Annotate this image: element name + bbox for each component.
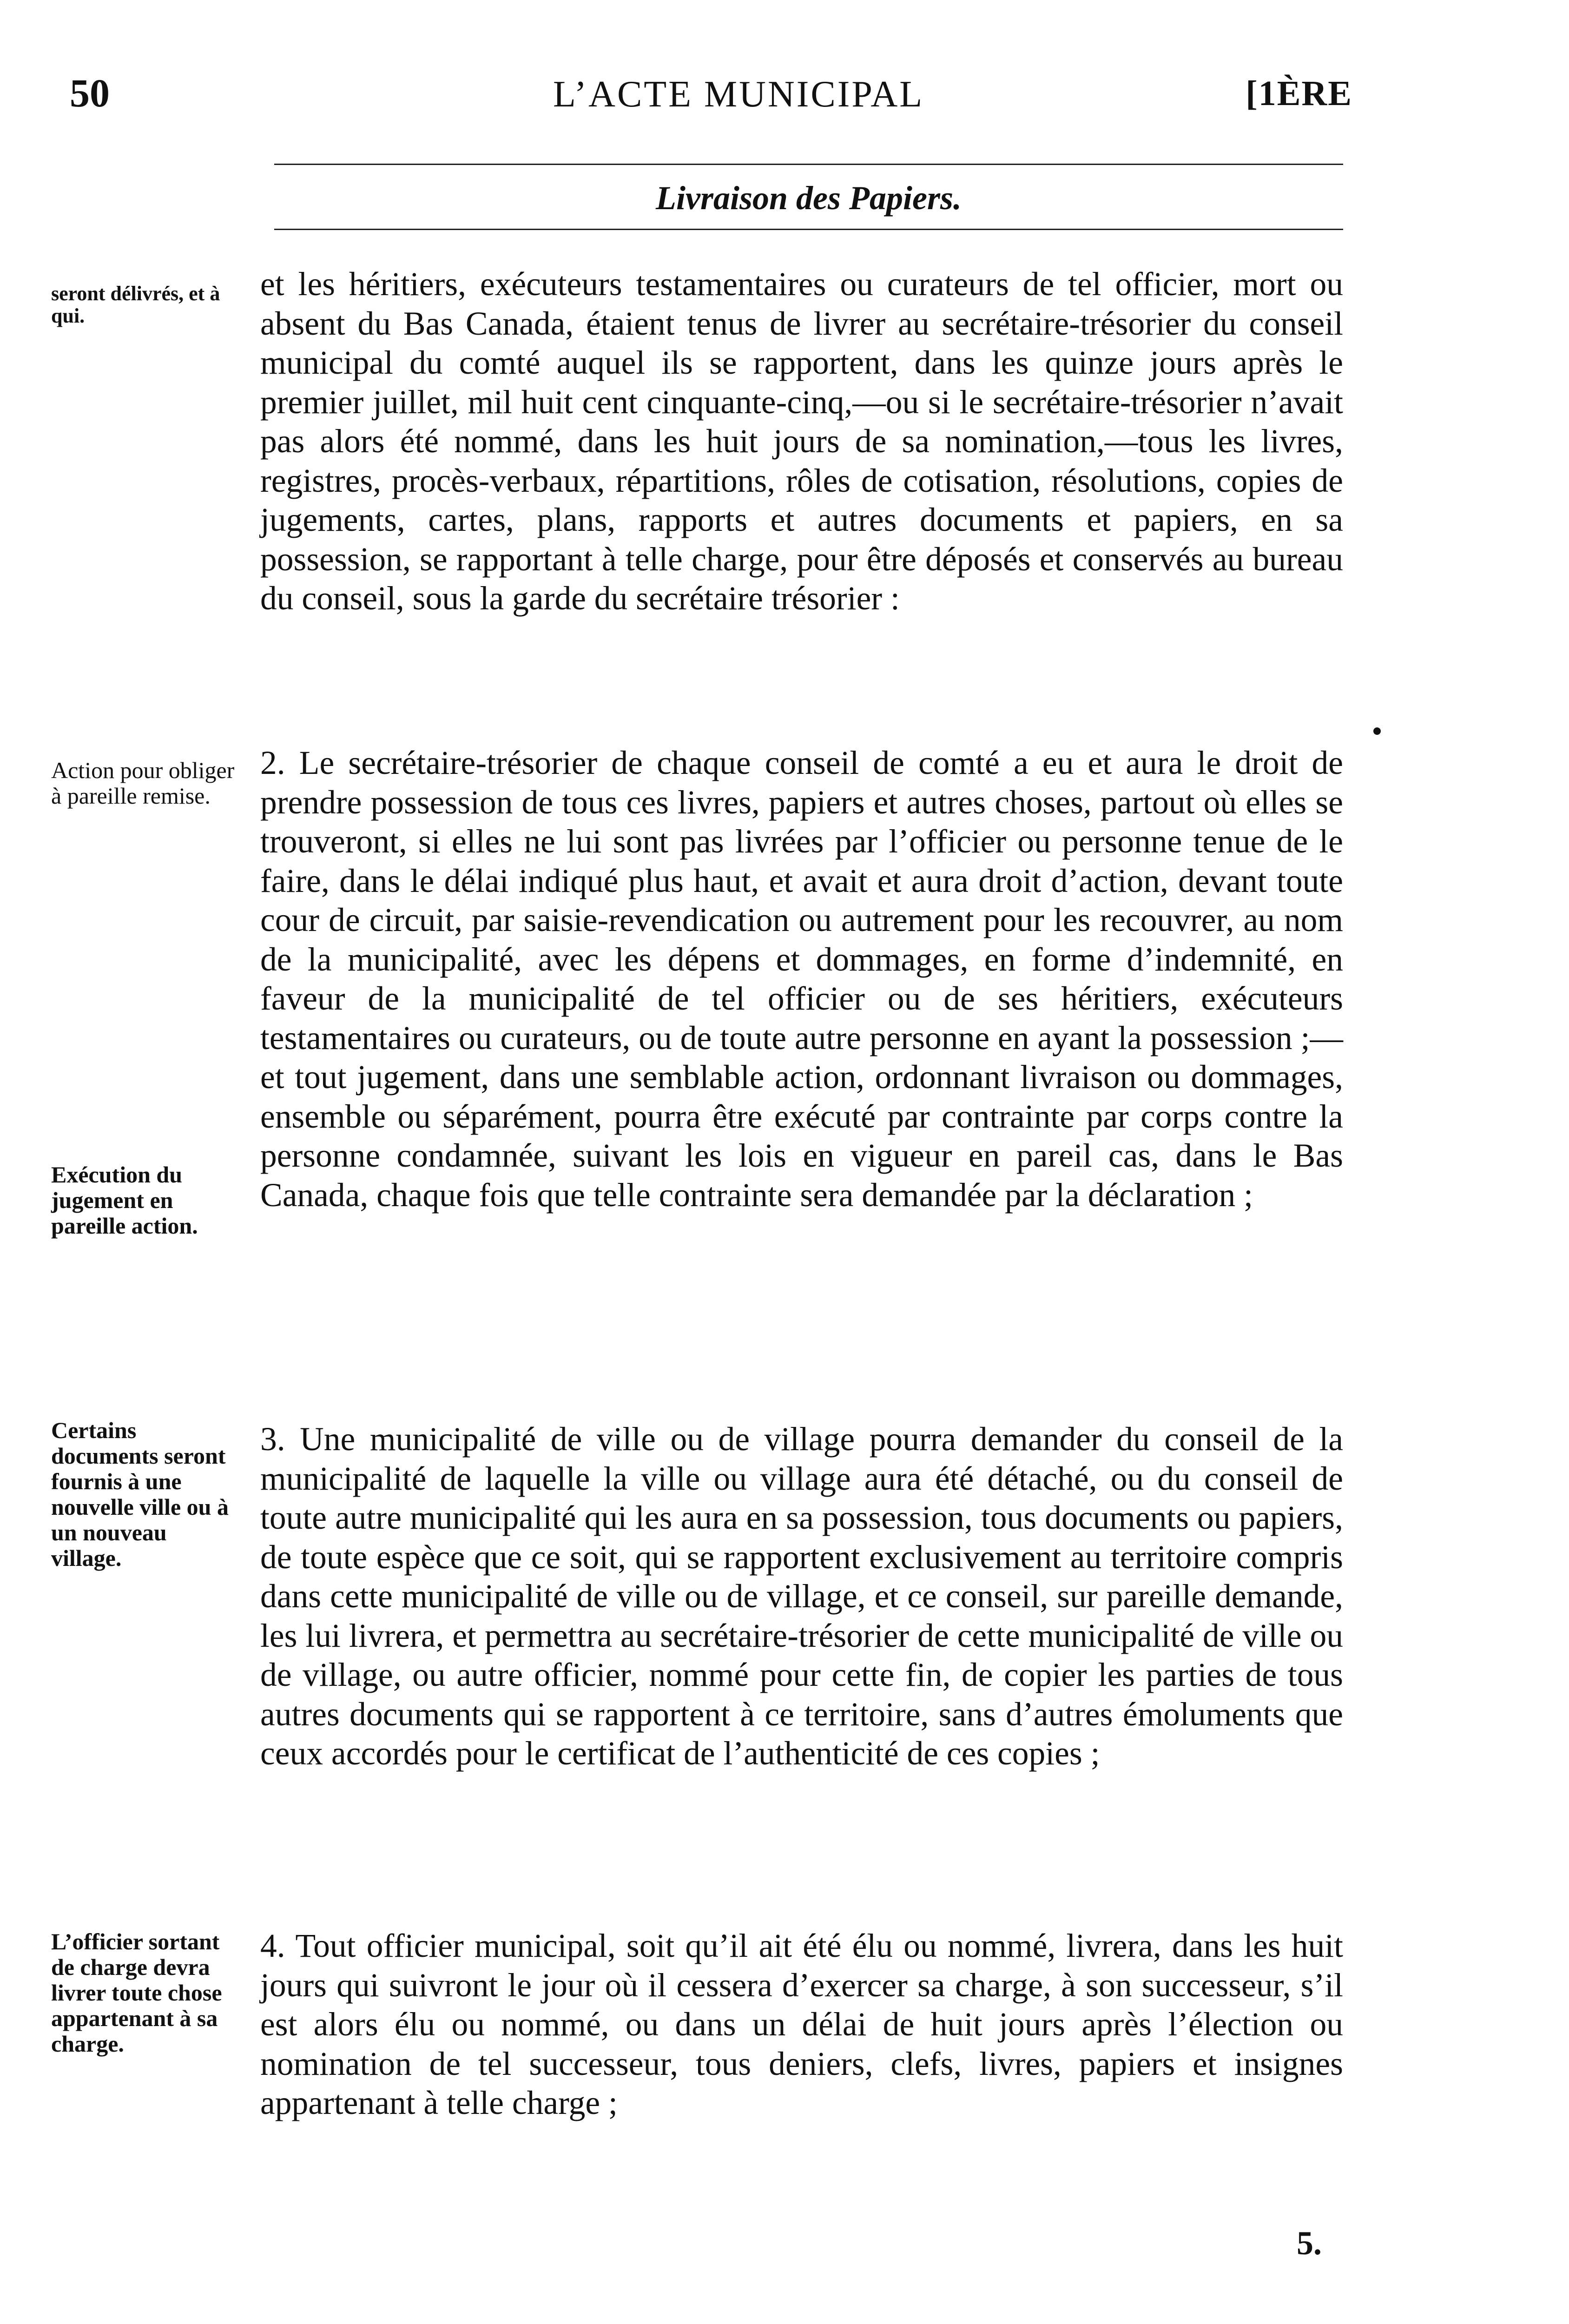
margin-note-outgoing-officer: L’officier sortant de charge devra livrer toute chose appartenant à sa charge.	[51, 1928, 222, 2057]
margin-note-documents: Certains documents seront fournis à une nouvelle ville ou à un nouveau village.	[51, 1417, 229, 1571]
paragraph-continuation: et les héritiers, exécuteurs testamentaires ou curateurs de tel officier, mort ou absent du Bas Canada, étaient tenus de livrer au secrétaire-trésorier du conseil municipal du comté auquel ils se rapportent, dans les quinze jours après le premier juillet, mil huit cent cinquante-cinq,—ou si le secrétaire-trésorier n’avait pas alors été nommé, dans les huit jours de sa nomination,—tous les livres, registres, procès-verbaux, répartitions, rôles de cotisation, résolutions, copies de jugements, cartes, plans, rapports et autres documents et papiers, en sa possession, se rapportant à telle charge, pour être déposés et conservés au bureau du conseil, sous la garde du secrétaire trésorier :	[260, 266, 1343, 617]
section-subtitle: Livraison des Papiers.	[656, 179, 962, 217]
page-number: 50	[70, 71, 110, 115]
page-header	[70, 70, 1352, 121]
margin-note-delivery: seront délivrés, et à qui.	[51, 282, 220, 327]
bullet-mark	[1373, 727, 1381, 735]
paragraph-3: 3. Une municipalité de ville ou de village pourra demander du conseil de la municipalité de laquelle la ville ou village aura été détaché, ou du conseil de toute autre municipalité qui les aura en sa possession, tous documents ou papiers, de toute espèce que ce soit, qui se rapportent exclusivement au territoire compris dans cette municipalité de ville ou de village, et ce conseil, sur pareille demande, les lui livrera, et permettra au secrétaire-trésorier de cette municipalité de ville ou de village, ou autre officier, nommé pour cette fin, de copier les parties de tous autres documents qui se rapportent à ce territoire, sans d’autres émoluments que ceux accordés pour le certificat de l’authenticité de ces copies ;	[260, 1421, 1343, 1772]
paragraph-2: 2. Le secrétaire-trésorier de chaque conseil de comté a eu et aura le droit de prendre possession de tous ces livres, papiers et autres choses, partout où elles se trouveront, si elles ne lui sont pas livrées par l’officier ou personne tenue de le faire, dans le délai indiqué plus haut, et avait et aura droit d’action, devant toute cour de circuit, par saisie-revendication ou autrement pour les recouvrer, au nom de la municipalité, avec les dépens et dommages, en forme d’indemnité, en faveur de la municipalité de tel officier ou de ses héritiers, exécuteurs testamentaires ou curateurs, ou de toute autre personne en ayant la possession ;—et tout jugement, dans une semblable action, ordonnant livraison ou dommages, ensemble ou séparément, pourra être exécuté par contrainte par corps contre la personne condamnée, suivant les lois en vigueur en pareil cas, dans le Bas Canada, chaque fois que telle contrainte sera demandée par la déclaration ;	[260, 745, 1343, 1214]
catchword: 5.	[1297, 2225, 1322, 2262]
margin-note-action: Action pour obliger à pareille remise.	[51, 757, 235, 809]
top-rule	[274, 164, 1343, 165]
margin-note-execution: Exécution du jugement en pareille action.	[51, 1162, 198, 1239]
section-mark: [1ÈRE	[1246, 74, 1352, 113]
bottom-rule	[274, 229, 1343, 230]
paragraph-4: 4. Tout officier municipal, soit qu’il ait été élu ou nommé, livrera, dans les huit jours qui suivront le jour où il cessera d’exercer sa charge, à son successeur, s’il est alors élu ou nommé, ou dans un délai de huit jours après l’élection ou nomination de tel successeur, tous deniers, clefs, livres, papiers et insignes appartenant à telle charge ;	[260, 1928, 1343, 2121]
running-title: L’ACTE MUNICIPAL	[553, 74, 924, 115]
